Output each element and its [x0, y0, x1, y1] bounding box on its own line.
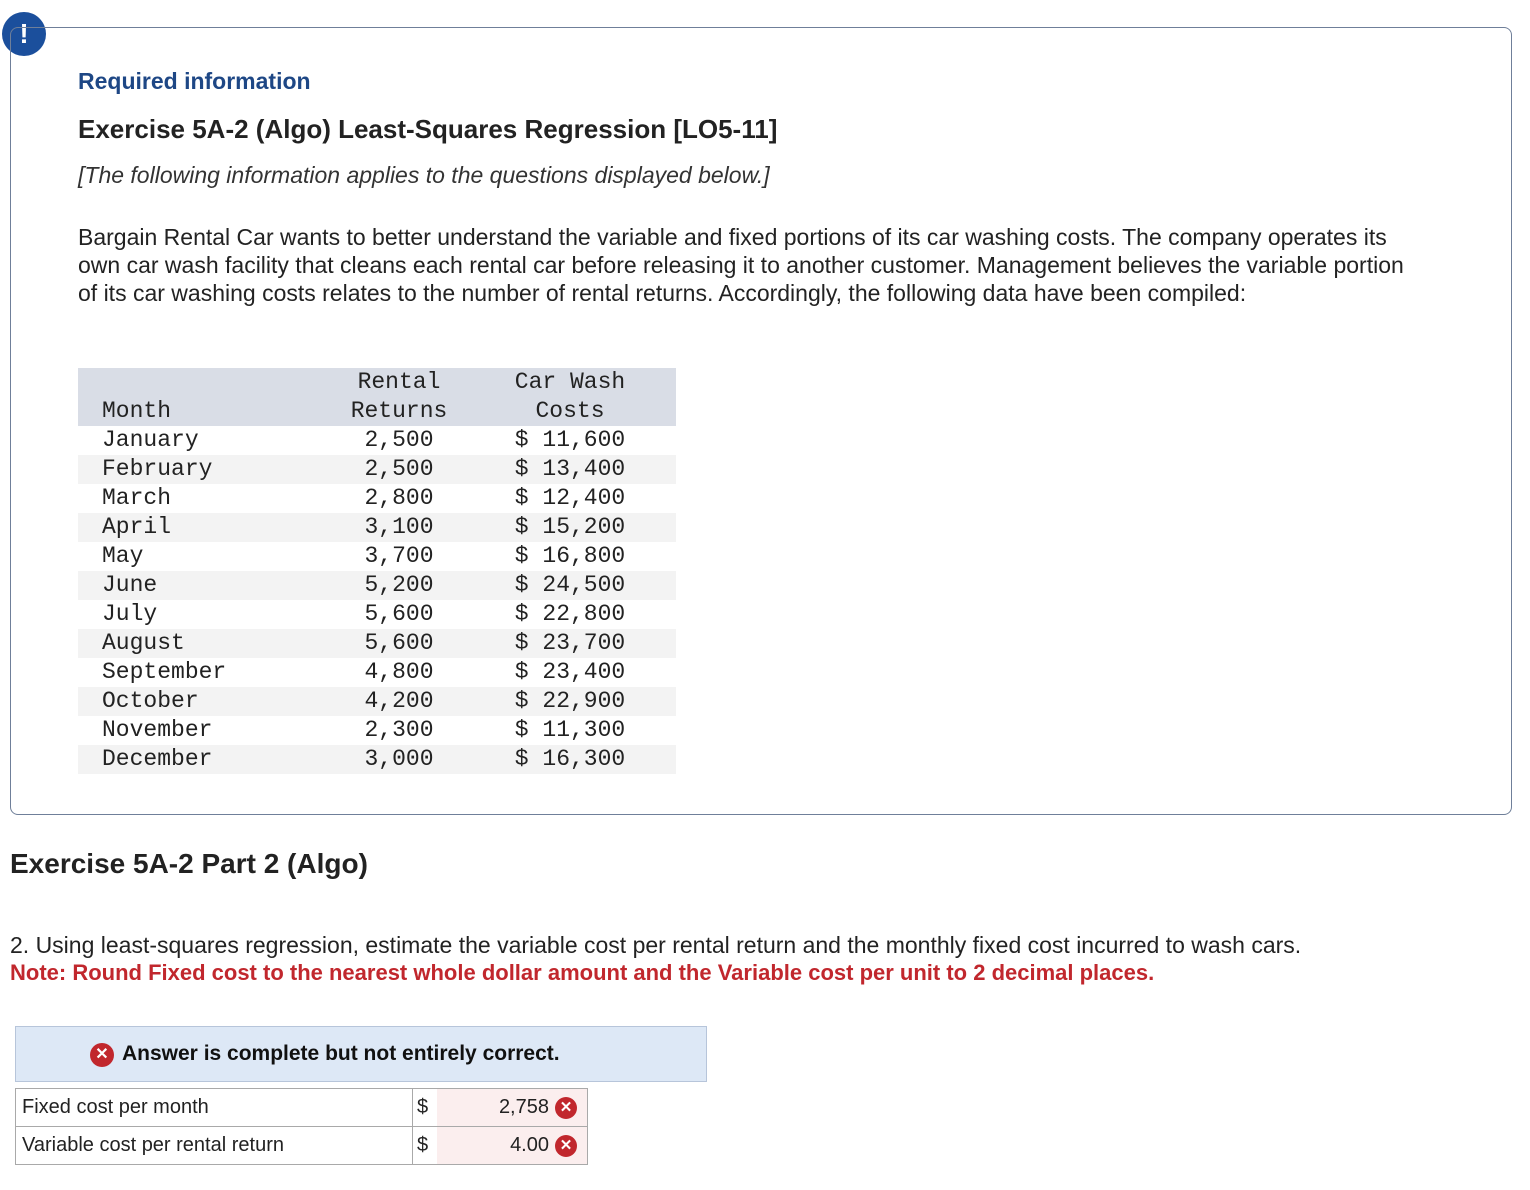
- cell-month: January: [102, 427, 199, 453]
- question-text: 2. Using least-squares regression, estimate the variable cost per rental return and the monthly fixed cost incurred to wash cars.: [10, 932, 1302, 958]
- error-icon: ✕: [90, 1043, 114, 1067]
- table-row: [78, 542, 676, 571]
- cell-costs: $ 23,400: [514, 659, 626, 685]
- answer-row-variable-cost: [16, 1127, 588, 1165]
- cell-returns: 4,200: [334, 687, 464, 716]
- table-row: [78, 716, 676, 745]
- cell-month: February: [78, 455, 334, 484]
- cell-month: August: [78, 629, 334, 658]
- cell-month: October: [78, 687, 334, 716]
- cell-returns: 5,600: [334, 629, 464, 658]
- table-header-row: [78, 368, 676, 426]
- table-row: [78, 600, 676, 629]
- incorrect-icon: ✕: [555, 1097, 577, 1119]
- cell-month: September: [102, 659, 227, 685]
- answer-label: Fixed cost per month: [16, 1089, 413, 1127]
- cell-month: March: [102, 485, 172, 511]
- table-row: [78, 513, 676, 542]
- cell-costs: $ 13,400: [464, 455, 676, 484]
- exercise-title: Exercise 5A-2 (Algo) Least-Squares Regression [LO5-11]: [78, 114, 778, 144]
- answer-value: 2,758: [498, 1096, 549, 1119]
- currency-symbol: $: [413, 1089, 438, 1127]
- table-row: [78, 745, 676, 774]
- cell-costs: $ 16,300: [464, 745, 676, 774]
- header-car-wash-costs: Car Wash Costs: [464, 368, 676, 426]
- table-row: [78, 484, 676, 513]
- variable-cost-input[interactable]: [437, 1127, 588, 1165]
- alert-icon: !: [2, 12, 46, 56]
- answer-table: [15, 1088, 588, 1165]
- cell-returns: 2,500: [364, 427, 434, 453]
- table-row: [78, 629, 676, 658]
- cell-costs: $ 24,500: [464, 571, 676, 600]
- cell-returns: 3,700: [364, 543, 434, 569]
- cell-costs: $ 23,700: [464, 629, 676, 658]
- answer-status-text: Answer is complete but not entirely correct.: [122, 1042, 560, 1065]
- data-table: [78, 368, 676, 774]
- applies-note: [The following information applies to the questions displayed below.]: [78, 162, 770, 188]
- cell-returns: 5,200: [334, 571, 464, 600]
- cell-costs: $ 11,600: [514, 427, 626, 453]
- fixed-cost-input[interactable]: [437, 1089, 588, 1127]
- cell-month: July: [102, 601, 158, 627]
- table-row: [78, 426, 676, 455]
- cell-returns: 4,800: [364, 659, 434, 685]
- cell-costs: $ 15,200: [464, 513, 676, 542]
- cell-returns: 3,000: [334, 745, 464, 774]
- cell-returns: 2,500: [334, 455, 464, 484]
- cell-costs: $ 22,900: [464, 687, 676, 716]
- part-title: Exercise 5A-2 Part 2 (Algo): [10, 848, 368, 879]
- cell-returns: 2,300: [364, 717, 434, 743]
- cell-month: May: [102, 543, 144, 569]
- incorrect-icon: ✕: [555, 1135, 577, 1157]
- table-row: [78, 687, 676, 716]
- cell-month: November: [102, 717, 213, 743]
- question-note: Note: Round Fixed cost to the nearest whole dollar amount and the Variable cost per unit to 2 decimal places.: [10, 960, 1155, 985]
- cell-costs: $ 22,800: [514, 601, 626, 627]
- answer-status-banner: [15, 1026, 707, 1082]
- cell-month: April: [78, 513, 334, 542]
- answer-value: 4.00: [510, 1134, 549, 1157]
- table-row: [78, 571, 676, 600]
- table-row: [78, 455, 676, 484]
- answer-label: Variable cost per rental return: [16, 1127, 413, 1165]
- required-info-heading: Required information: [78, 68, 311, 94]
- currency-symbol: $: [413, 1127, 438, 1165]
- cell-month: June: [78, 571, 334, 600]
- cell-costs: $ 11,300: [514, 717, 626, 743]
- answer-row-fixed-cost: [16, 1089, 588, 1127]
- intro-paragraph: Bargain Rental Car wants to better understand the variable and fixed portions of its car washing costs. The company operates its own car wash facility that cleans each rental car before releasing it to another customer. Management believes the variable portion of its car washing costs relates to the number of rental returns. Accordingly, the following data have been compiled:: [78, 224, 1404, 306]
- header-rental-returns: Rental Returns: [334, 368, 464, 426]
- header-month: Month: [78, 368, 334, 426]
- cell-costs: $ 12,400: [514, 485, 626, 511]
- cell-costs: $ 16,800: [514, 543, 626, 569]
- table-row: [78, 658, 676, 687]
- cell-month: December: [78, 745, 334, 774]
- cell-returns: 3,100: [334, 513, 464, 542]
- cell-returns: 5,600: [364, 601, 434, 627]
- cell-returns: 2,800: [364, 485, 434, 511]
